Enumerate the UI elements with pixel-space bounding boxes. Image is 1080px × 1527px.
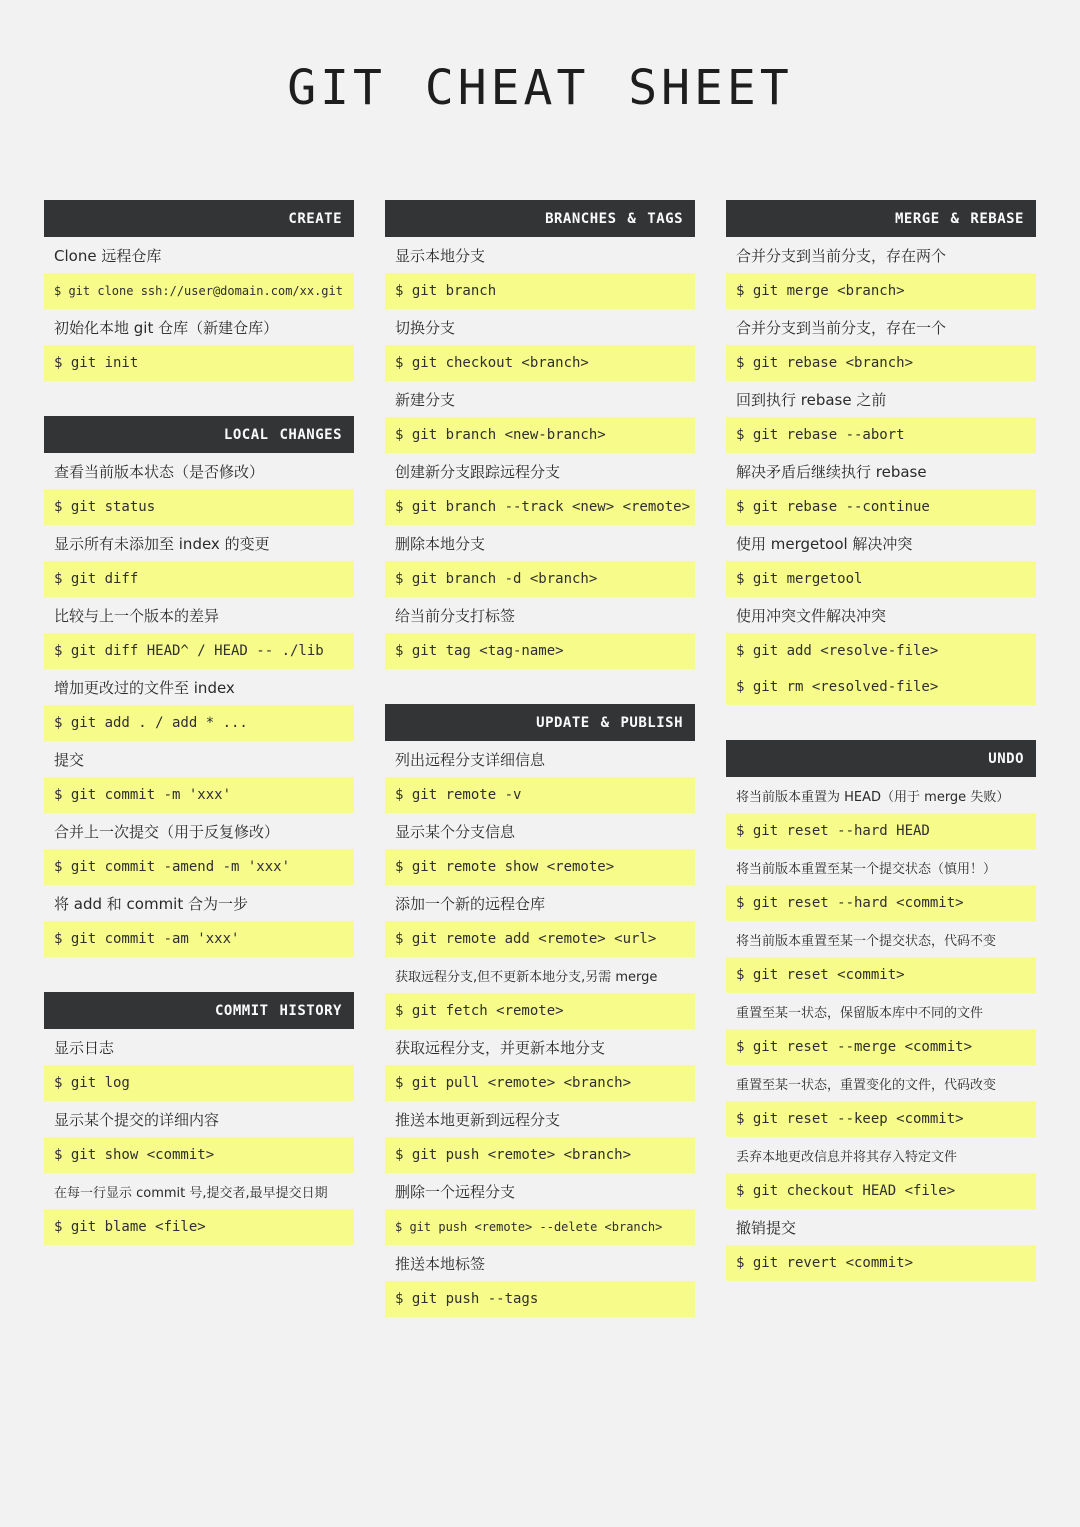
command-line: $ git reset --hard HEAD [726,813,1036,849]
section-local-changes [44,416,354,957]
command-description: 显示某个提交的详细内容 [54,1110,220,1129]
command-line: $ git rebase --continue [726,489,1036,525]
section-header: LOCAL CHANGES [44,416,354,453]
command-description: Clone 远程仓库 [54,246,162,265]
section-header: UNDO [726,740,1036,777]
command-description: 初始化本地 git 仓库（新建仓库） [54,318,279,337]
command-description: 比较与上一个版本的差异 [54,606,220,625]
section-create [44,200,354,381]
command-line: $ git branch [385,273,695,309]
section-undo [726,740,1036,1281]
command-description: 合并上一次提交（用于反复修改） [54,822,280,841]
command-line: $ git reset --keep <commit> [726,1101,1036,1137]
command-line: $ git remote show <remote> [385,849,695,885]
command-description: 获取远程分支，并更新本地分支 [395,1038,606,1057]
command-description: 新建分支 [395,390,456,409]
section-header: BRANCHES & TAGS [385,200,695,237]
section-header: CREATE [44,200,354,237]
command-description: 创建新分支跟踪远程分支 [395,462,561,481]
command-description: 显示日志 [54,1038,115,1057]
command-line: $ git tag <tag-name> [385,633,695,669]
command-description: 增加更改过的文件至 index [54,678,235,697]
command-description: 获取远程分支,但不更新本地分支,另需 merge [395,969,658,985]
command-description: 提交 [54,750,85,769]
command-line: $ git status [44,489,354,525]
command-description: 删除本地分支 [395,534,486,553]
command-description: 推送本地更新到远程分支 [395,1110,561,1129]
section-branches-and-tags [385,200,695,669]
command-description: 重置至某一状态，保留版本库中不同的文件 [736,1005,984,1021]
command-line: $ git commit -m 'xxx' [44,777,354,813]
section-update-and-publish [385,704,695,1317]
command-line: $ git init [44,345,354,381]
section-commit-history [44,992,354,1245]
command-line: $ git rebase <branch> [726,345,1036,381]
command-description: 将 add 和 commit 合为一步 [54,894,249,913]
section-gap [44,957,354,992]
command-description: 重置至某一状态，重置变化的文件，代码改变 [736,1077,997,1093]
command-line: $ git push --tags [385,1281,695,1317]
command-description: 回到执行 rebase 之前 [736,390,887,409]
section-header: MERGE & REBASE [726,200,1036,237]
command-description: 列出远程分支详细信息 [395,750,546,769]
command-description: 给当前分支打标签 [395,606,516,625]
command-line: $ git checkout <branch> [385,345,695,381]
command-line: $ git remote add <remote> <url> [385,921,695,957]
section-merge-and-rebase [726,200,1036,705]
command-description: 删除一个远程分支 [395,1182,516,1201]
section-gap [726,705,1036,740]
command-line: $ git rebase --abort [726,417,1036,453]
command-line: $ git push <remote> <branch> [385,1137,695,1173]
column-1 [44,200,354,1245]
command-description: 撤销提交 [736,1218,797,1237]
command-line: $ git reset --hard <commit> [726,885,1036,921]
command-line: $ git blame <file> [44,1209,354,1245]
command-description: 合并分支到当前分支，存在两个 [736,246,947,265]
command-line: $ git branch <new-branch> [385,417,695,453]
command-line: $ git reset <commit> [726,957,1036,993]
section-header: UPDATE & PUBLISH [385,704,695,741]
column-2 [385,200,695,1317]
command-description: 查看当前版本状态（是否修改） [54,462,265,481]
command-description: 推送本地标签 [395,1254,486,1273]
command-line: $ git add <resolve-file> [726,633,1036,669]
command-description: 使用 mergetool 解决冲突 [736,534,913,553]
command-line: $ git push <remote> --delete <branch> [385,1209,695,1245]
command-description: 显示某个分支信息 [395,822,516,841]
command-description: 解决矛盾后继续执行 rebase [736,462,927,481]
section-gap [44,381,354,416]
command-line: $ git revert <commit> [726,1245,1036,1281]
command-description: 在每一行显示 commit 号,提交者,最早提交日期 [54,1185,328,1201]
command-line: $ git show <commit> [44,1137,354,1173]
command-line: $ git branch --track <new> <remote> [385,489,695,525]
command-line: $ git fetch <remote> [385,993,695,1029]
command-line: $ git branch -d <branch> [385,561,695,597]
command-description: 使用冲突文件解决冲突 [736,606,887,625]
command-line: $ git rm <resolved-file> [726,669,1036,705]
command-description: 切换分支 [395,318,456,337]
command-line: $ git log [44,1065,354,1101]
command-line: $ git diff [44,561,354,597]
command-line: $ git mergetool [726,561,1036,597]
section-header: COMMIT HISTORY [44,992,354,1029]
command-line: $ git reset --merge <commit> [726,1029,1036,1065]
column-3 [726,200,1036,1281]
command-line: $ git merge <branch> [726,273,1036,309]
command-description: 将当前版本重置至某一个提交状态，代码不变 [736,933,997,949]
command-line: $ git pull <remote> <branch> [385,1065,695,1101]
command-description: 将当前版本重置至某一个提交状态（慎用！） [736,861,997,877]
command-line: $ git clone ssh://user@domain.com/xx.git [44,273,354,309]
command-line: $ git remote -v [385,777,695,813]
page-title: GIT CHEAT SHEET [287,60,793,116]
command-description: 丢弃本地更改信息并将其存入特定文件 [736,1149,958,1165]
command-description: 合并分支到当前分支，存在一个 [736,318,947,337]
command-line: $ git add . / add * ... [44,705,354,741]
command-line: $ git checkout HEAD <file> [726,1173,1036,1209]
command-description: 添加一个新的远程仓库 [395,894,546,913]
section-gap [385,669,695,704]
command-line: $ git commit -am 'xxx' [44,921,354,957]
command-line: $ git commit -amend -m 'xxx' [44,849,354,885]
command-description: 显示本地分支 [395,246,486,265]
command-line: $ git diff HEAD^ / HEAD -- ./lib [44,633,354,669]
command-description: 将当前版本重置为 HEAD（用于 merge 失败） [736,789,1010,805]
command-description: 显示所有未添加至 index 的变更 [54,534,270,553]
